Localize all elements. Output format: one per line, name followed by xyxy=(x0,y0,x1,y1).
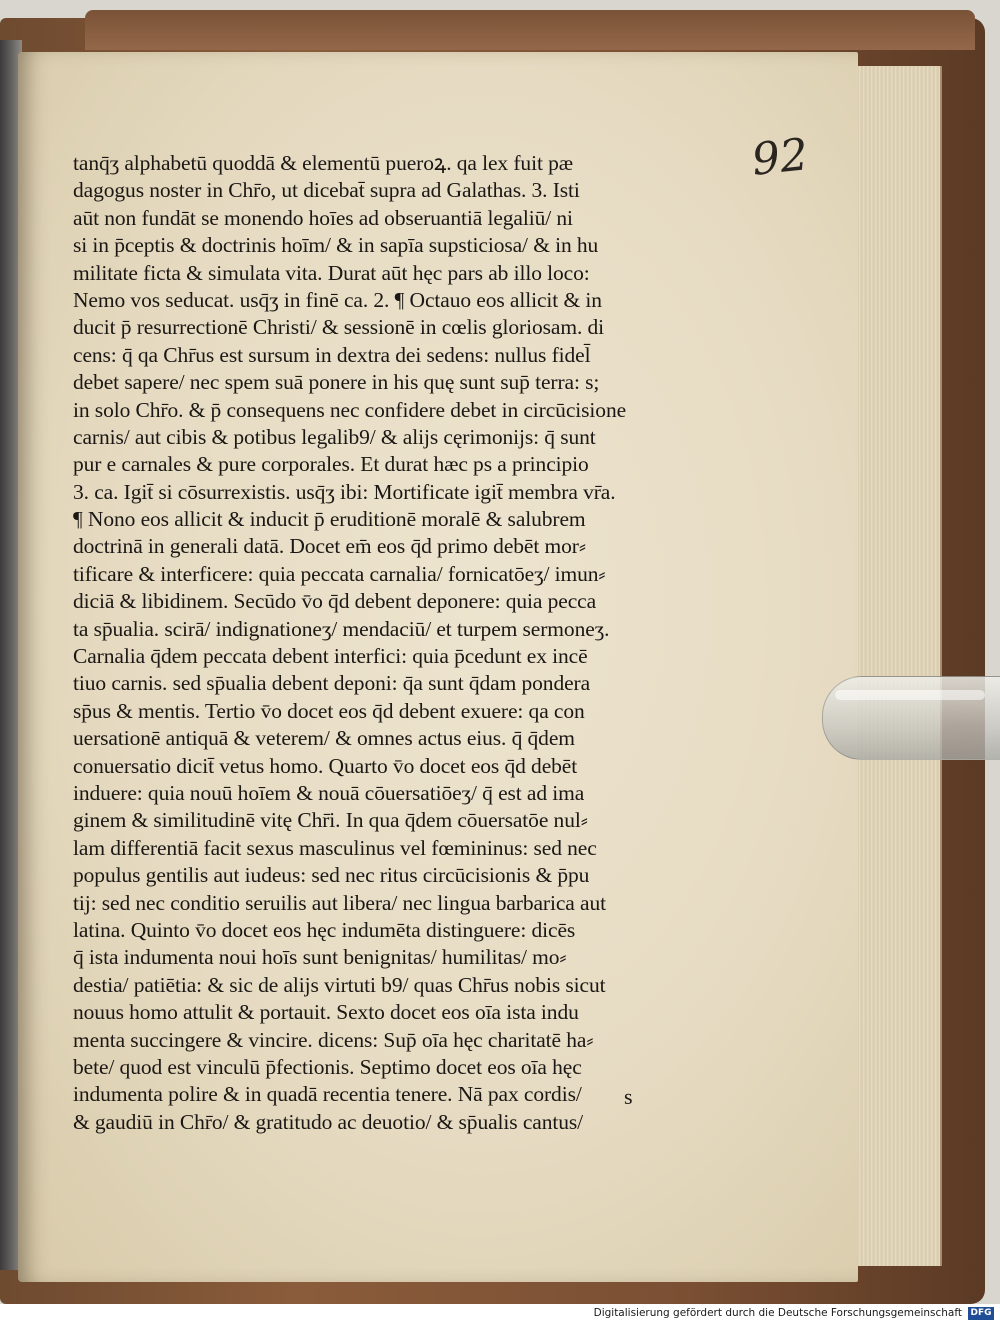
text-line: latina. Quinto v̄o docet eos hęc indumēta distinguere: dicēs xyxy=(73,917,576,942)
text-line: si in p̄ceptis & doctrinis hoīm/ & in sapīa supsticiosa/ & in hu xyxy=(73,233,599,258)
text-line: menta succingere & vincire. dicens: Sup̄ oīa hęc charitatē ha⸗ xyxy=(73,1027,594,1052)
folio-number: 92 xyxy=(749,129,811,186)
text-line: ginem & similitudinē vitę Chr̄i. In qua q̄dem cōuersatōe nul⸗ xyxy=(73,808,588,833)
text-line: militate ficta & simulata vita. Durat aūt hęc pars ab illo loco: xyxy=(73,260,590,285)
text-line: aūt non fundāt se monendo hoīes ad obseruantiā legaliū/ ni xyxy=(73,205,573,230)
text-line: bete/ quod est vinculū p̄fectionis. Septimo docet eos oīa hęc xyxy=(73,1054,582,1079)
text-line: & gaudiū in Chr̄o/ & gratitudo ac deuotio/ & sp̄ualis cantus/ xyxy=(73,1109,584,1134)
text-line: ¶ Nono eos allicit & inducit p̄ eruditionē moralē & salubrem xyxy=(73,507,586,532)
footer-credit: Digitalisierung gefördert durch die Deutsche Forschungsgemeinschaft xyxy=(593,1307,962,1319)
page-clip xyxy=(822,676,1000,760)
text-line: tanq̄ʒ alphabetū quoddā & elementū pueroꝝ. qa lex fuit pæ xyxy=(73,151,573,175)
text-line: ducit p̄ resurrectionē Christi/ & sessionē in cœlis gloriosam. di xyxy=(73,315,605,340)
footer-bar xyxy=(0,1304,1000,1322)
text-line: 3. ca. Igit̄ si cōsurrexistis. usq̄ʒ ibi: Mortificate igit̄ membra vr̄a. xyxy=(73,479,616,504)
text-line: uersationē antiquā & veterem/ & omnes actus eius. q̄ q̄dem xyxy=(73,726,575,751)
dfg-logo-icon: DFG xyxy=(968,1307,994,1320)
text-line: doctrinā in generali datā. Docet em̄ eos q̄d primo debēt mor⸗ xyxy=(73,534,586,559)
text-line: q̄ ista indumenta noui hoīs sunt benignitas/ humilitas/ mo⸗ xyxy=(73,945,567,970)
text-line: sp̄us & mentis. Tertio v̄o docet eos q̄d debent exuere: qa con xyxy=(73,698,585,723)
text-line: populus gentilis aut iudeus: sed nec ritus circūcisionis & p̄pu xyxy=(73,863,590,888)
text-line: debet sapere/ nec spem suā ponere in his quę sunt sup̄ terra: s; xyxy=(73,370,600,395)
text-line: tiuo carnis. sed sp̄ualia debent deponi: q̄a sunt q̄dam pondera xyxy=(73,671,591,696)
text-line: tij: sed nec conditio seruilis aut libera/ nec lingua barbarica aut xyxy=(73,890,606,915)
text-line: destia/ patiētia: & sic de alijs virtuti b9/ quas Chr̄us nobis sicut xyxy=(73,972,606,997)
book-cover-top xyxy=(85,10,975,50)
text-line: in solo Chr̄o. & p̄ consequens nec confidere debet in circūcisione xyxy=(73,397,627,422)
page-clip-highlight xyxy=(835,690,985,700)
text-line: Carnalia q̄dem peccata debent interfici: quia p̄cedunt ex incē xyxy=(73,644,588,669)
text-line: pur e carnales & pure corporales. Et durat hæc ps a principio xyxy=(73,452,589,477)
text-line: induere: quia nouū hoīem & nouā cōuersatiōeʒ/ q̄ est ad ima xyxy=(73,780,585,805)
text-line: lam differentiā facit sexus masculinus vel fœmininus: sed nec xyxy=(73,835,597,860)
text-line: cens: q̄ qa Chr̄us est sursum in dextra dei sedens: nullus fidel̄ xyxy=(73,342,591,367)
text-line: nouus homo attulit & portauit. Sexto docet eos oīa ista indu xyxy=(73,1000,579,1025)
text-line: indumenta polire & in quadā recentia tenere. Nā pax cordis/ xyxy=(73,1082,582,1107)
text-line: Nemo vos seducat. usq̄ʒ in finē ca. 2. ¶ Octauo eos allicit & in xyxy=(73,287,602,312)
text-line: conuersatio dicit̄ vetus homo. Quarto v̄o docet eos q̄d debēt xyxy=(73,753,578,778)
text-line: tificare & interficere: quia peccata carnalia/ fornicatōeʒ/ imun⸗ xyxy=(73,561,606,586)
text-line: carnis/ aut cibis & potibus legalib9/ & alijs cęrimonijs: q̄ sunt xyxy=(73,424,596,449)
text-block xyxy=(73,150,681,1136)
text-line: diciā & libidinem. Secūdo v̄o q̄d debent deponere: quia pecca xyxy=(73,589,597,614)
signature-mark: s xyxy=(624,1084,633,1109)
text-line: dagogus noster in Chr̄o, ut dicebat̄ supra ad Galathas. 3. Isti xyxy=(73,178,580,203)
page-edges-stack xyxy=(852,66,942,1266)
text-line: ta sp̄ualia. scirā/ indignationeʒ/ mendaciū/ et turpem sermoneʒ. xyxy=(73,616,610,641)
